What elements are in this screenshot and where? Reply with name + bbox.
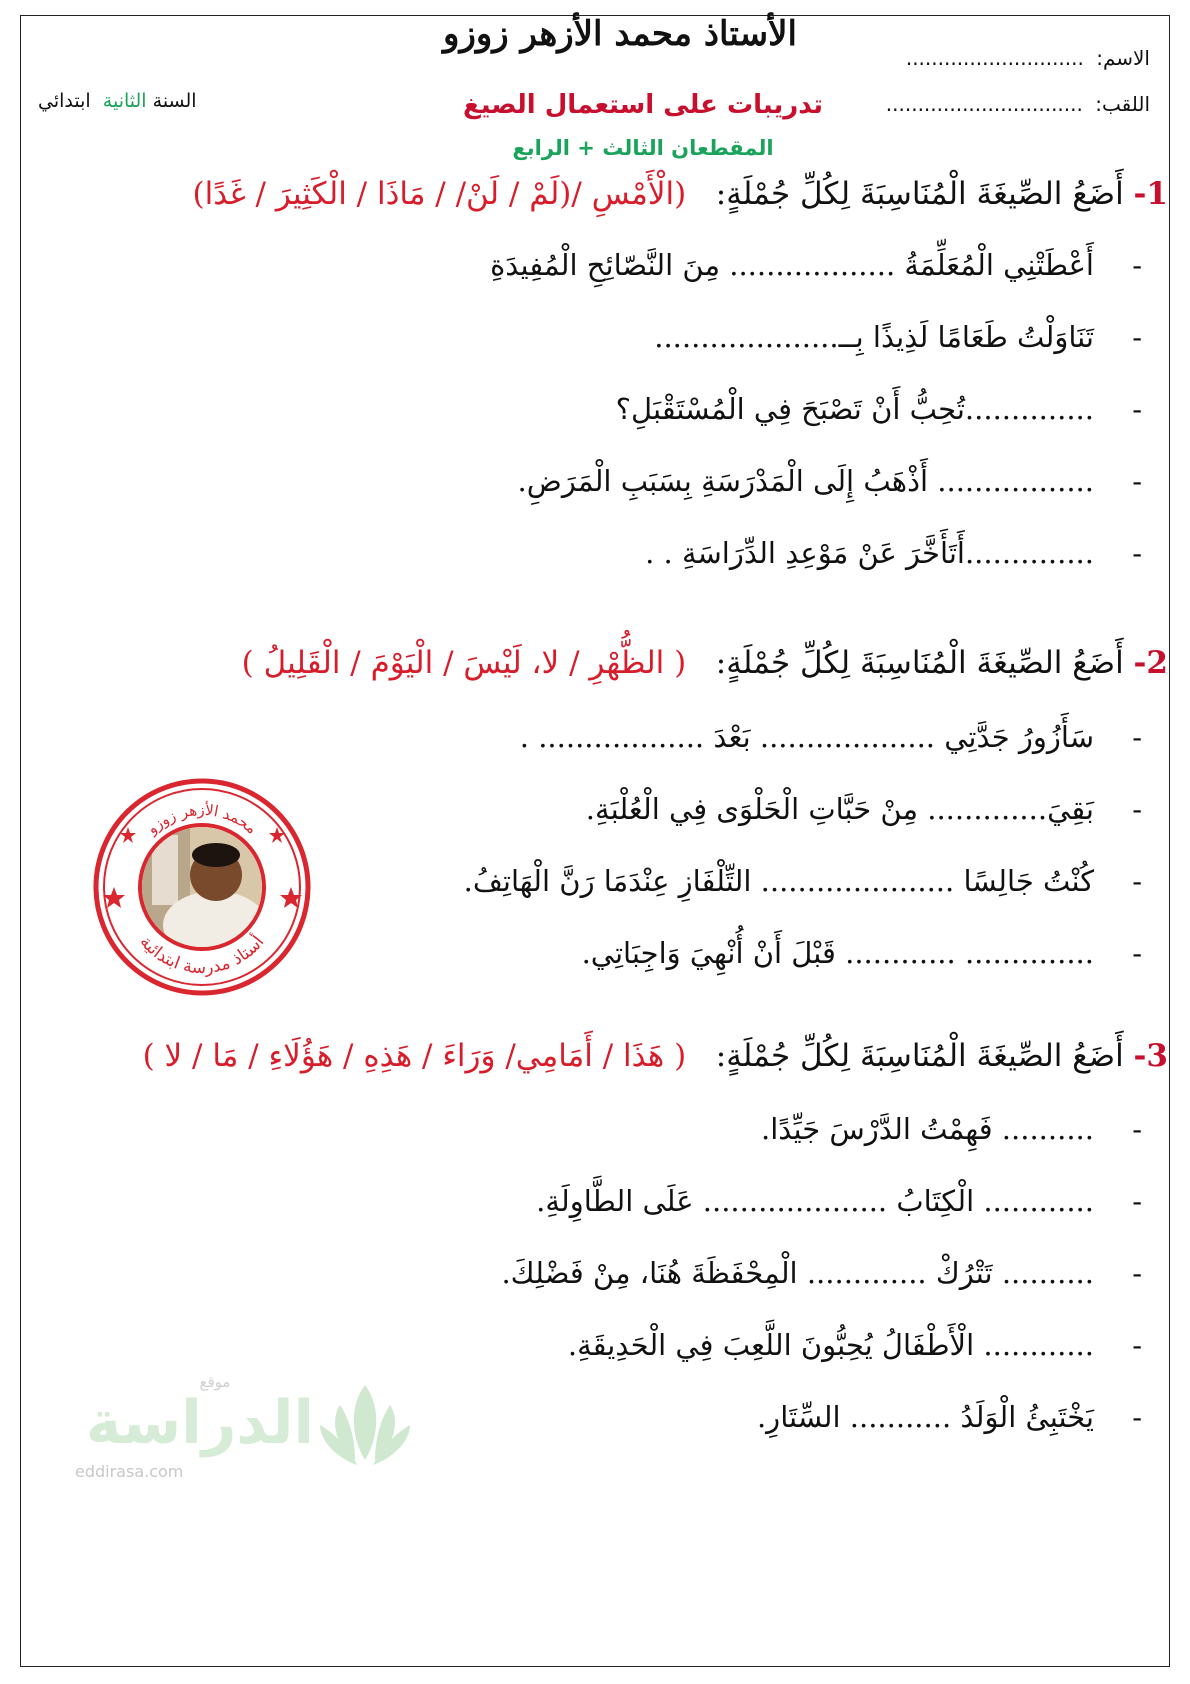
exercise-item: -................. أَذْهَبُ إِلَى الْمَدْرَسَةِ بِسَبَبِ الْمَرَضِ. [517,464,1142,498]
exercise-item: -.............. ............ قَبْلَ أَنْ أُنْهِيَ وَاجِبَاتِي. [581,936,1142,970]
exercise-item: -..............أَتَأَخَّرَ عَنْ مَوْعِدِ الدِّرَاسَةِ . . [645,536,1142,570]
surname-dots: ............................... [885,92,1083,116]
name-label: الاسم: [1096,46,1150,70]
exercise-item: -............ الْكِتَابُ .................... عَلَى الطَّاوِلَةِ. [536,1184,1142,1218]
stamp-bottom-text: أستاذ مدرسة ابتدائية [135,932,269,979]
year-value: الثانية [102,90,147,112]
question-2 [242,645,1168,681]
name-dots: ............................ [905,46,1084,70]
question-number: 1- [1133,176,1168,212]
word-bank: (الْأَمْسِ /(لَمْ / لَنْ/ / مَاذَا / الْكَثِيرَ / غَدًا) [192,176,687,212]
units-subtitle: المقطعان الثالث + الرابع [512,136,774,160]
word-bank: ( هَذَا / أَمَامِي/ وَرَاءَ / هَذِهِ / هَؤُلَاءِ / مَا / لا ) [142,1038,687,1074]
teacher-name: الأستاذ محمد الأزهر زوزو [443,14,797,54]
exercise-item: -..............تُحِبُّ أَنْ تَصْبَحَ فِي الْمُسْتَقْبَلِ؟ [615,392,1142,426]
book-leaf-icon [320,1385,410,1465]
question-3 [143,1038,1168,1074]
question-instruction: أَضَعُ الصِّيغَةَ الْمُنَاسِبَةَ لِكُلِّ جُمْلَةٍ: [715,176,1124,212]
exercise-item: -أَعْطَتْنِي الْمُعَلِّمَةُ .................. مِنَ النَّصّائِحِ الْمُفِيدَةِ [490,248,1142,282]
exercise-item: -............ الْأَطْفَالُ يُحِبُّونَ اللَّعِبَ فِي الْحَدِيقَةِ. [567,1328,1142,1362]
word-bank: ( الظُّهْرِ / لا، لَيْسَ / الْيَوْمَ / الْقَلِيلُ ) [241,645,687,681]
exercise-item: -سَأَزُورُ جَدَّتِي ................... بَعْدَ .................. . [519,720,1142,754]
exercise-item: -يَخْتَبِئُ الْوَلَدُ ........... السِّتَارِ. [756,1400,1142,1434]
question-number: 2- [1133,645,1168,681]
level-label: ابتدائي [38,90,91,112]
exercise-item: -.......... تَتْرُكْ ............. الْمِحْفَظَةَ هُنَا، مِنْ فَضْلِكَ. [501,1256,1142,1290]
question-number: 3- [1133,1038,1168,1074]
eddirasa-watermark [65,1365,410,1485]
watermark-big: الدراسة [85,1388,315,1458]
name-field[interactable] [906,46,1150,70]
watermark-site: eddirasa.com [75,1462,184,1481]
exercise-item: -تَنَاوَلْتُ طَعَامًا لَذِيذًا بِــ.................... [654,320,1142,354]
question-1 [192,176,1168,212]
exercise-item: -بَقِيَ............. مِنْ حَبَّاتِ الْحَلْوَى فِي الْعُلْبَةِ. [585,792,1142,826]
exercise-item: -كُنْتُ جَالِسًا ..................... التِّلْفَازِ عِنْدَمَا رَنَّ الْهَاتِفُ. [463,864,1142,898]
worksheet-title: تدريبات على استعمال الصيغ [462,90,824,120]
question-instruction: أَضَعُ الصِّيغَةَ الْمُنَاسِبَةَ لِكُلِّ جُمْلَةٍ: [715,645,1124,681]
surname-label: اللقب: [1095,92,1150,116]
teacher-stamp [90,775,315,1000]
stamp-top-text: محمد الأزهر زوزو [143,800,261,838]
exercise-item: -.......... فَهِمْتُ الدَّرْسَ جَيِّدًا. [760,1112,1142,1146]
watermark-small: موقع [199,1373,231,1391]
question-instruction: أَضَعُ الصِّيغَةَ الْمُنَاسِبَةَ لِكُلِّ جُمْلَةٍ: [715,1038,1124,1074]
year-label: السنة [152,90,197,112]
